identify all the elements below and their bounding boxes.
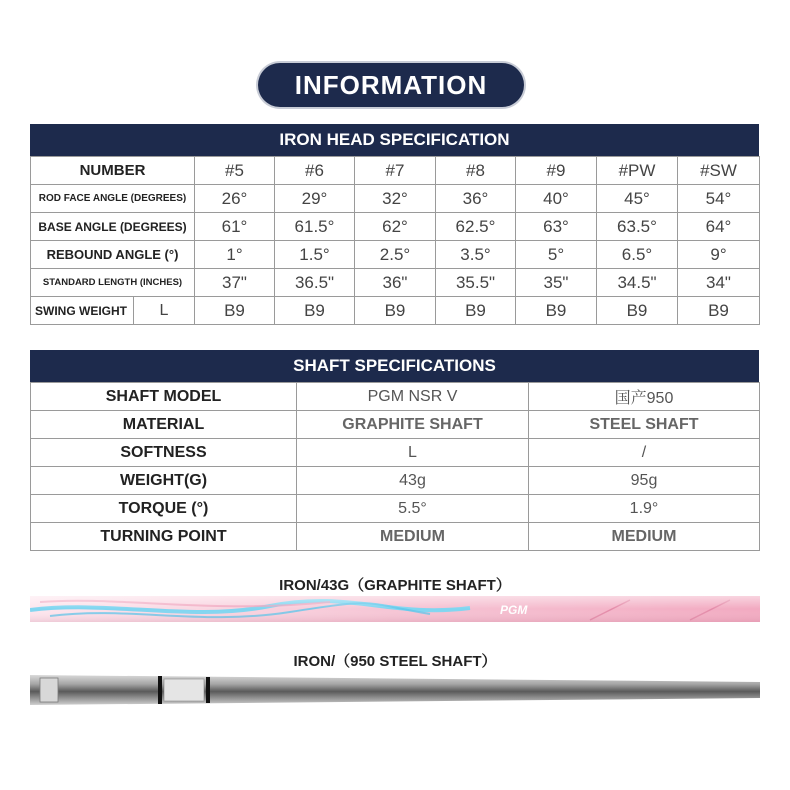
table-cell: 2.5° xyxy=(355,241,436,269)
iron-spec-header xyxy=(30,124,759,156)
table-row xyxy=(31,185,760,213)
iron-spec-title: IRON HEAD SPECIFICATION xyxy=(279,130,510,149)
table-row xyxy=(31,241,760,269)
table-row xyxy=(31,495,760,523)
graphite-shaft-caption: IRON/43G（GRAPHITE SHAFT） xyxy=(279,577,511,594)
iron-spec-table xyxy=(30,156,760,325)
table-cell: 62° xyxy=(355,213,436,241)
table-cell: 95g xyxy=(529,467,760,495)
table-cell: 5.5° xyxy=(297,495,529,523)
table-cell: 36.5" xyxy=(275,269,355,297)
club-number: #6 xyxy=(275,157,355,185)
table-cell: B9 xyxy=(436,297,516,325)
table-cell: B9 xyxy=(678,297,760,325)
table-cell: B9 xyxy=(355,297,436,325)
table-cell: L xyxy=(297,439,529,467)
shaft-spec-title: SHAFT SPECIFICATIONS xyxy=(293,356,496,375)
table-cell: 5° xyxy=(516,241,597,269)
swing-weight-label: SWING WEIGHT xyxy=(31,297,134,324)
table-cell: 62.5° xyxy=(436,213,516,241)
table-cell: 34.5" xyxy=(597,269,678,297)
table-cell: PGM NSR V xyxy=(297,383,529,411)
table-cell: 34" xyxy=(678,269,760,297)
graphite-shaft-image xyxy=(30,592,760,626)
information-title: INFORMATION xyxy=(294,69,488,100)
shaft-spec-table xyxy=(30,382,760,551)
row-label: REBOUND ANGLE (°) xyxy=(31,241,195,269)
table-cell: GRAPHITE SHAFT xyxy=(297,411,529,439)
table-cell: 61° xyxy=(195,213,275,241)
row-label: MATERIAL xyxy=(31,411,297,439)
table-cell: 9° xyxy=(678,241,760,269)
table-cell: B9 xyxy=(597,297,678,325)
row-label: ROD FACE ANGLE (DEGREES) xyxy=(31,185,195,213)
table-cell: 61.5° xyxy=(275,213,355,241)
number-label: NUMBER xyxy=(31,157,195,185)
table-cell: 3.5° xyxy=(436,241,516,269)
club-number: #PW xyxy=(597,157,678,185)
table-cell: 37" xyxy=(195,269,275,297)
table-row xyxy=(31,157,760,185)
club-number: #5 xyxy=(195,157,275,185)
table-cell: 36° xyxy=(436,185,516,213)
table-cell: MEDIUM xyxy=(297,523,529,551)
club-number: #9 xyxy=(516,157,597,185)
table-cell: / xyxy=(529,439,760,467)
row-label: SHAFT MODEL xyxy=(31,383,297,411)
table-cell: 63° xyxy=(516,213,597,241)
table-cell: 40° xyxy=(516,185,597,213)
table-row xyxy=(31,269,760,297)
table-row xyxy=(31,439,760,467)
table-cell: 63.5° xyxy=(597,213,678,241)
row-label: WEIGHT(G) xyxy=(31,467,297,495)
row-label: SOFTNESS xyxy=(31,439,297,467)
table-cell: 45° xyxy=(597,185,678,213)
table-cell: B9 xyxy=(275,297,355,325)
table-row xyxy=(31,411,760,439)
row-label: BASE ANGLE (DEGREES) xyxy=(31,213,195,241)
table-cell: 26° xyxy=(195,185,275,213)
club-number: #8 xyxy=(436,157,516,185)
table-row xyxy=(31,523,760,551)
table-cell: B9 xyxy=(195,297,275,325)
table-cell: 1.9° xyxy=(529,495,760,523)
steel-shaft-image xyxy=(30,672,760,708)
table-cell: 35.5" xyxy=(436,269,516,297)
information-title-pill xyxy=(258,63,524,107)
row-label: TORQUE (°) xyxy=(31,495,297,523)
table-row xyxy=(31,213,760,241)
shaft-spec-header xyxy=(30,350,759,382)
table-cell: 1.5° xyxy=(275,241,355,269)
table-cell: 64° xyxy=(678,213,760,241)
table-cell: 国产950 xyxy=(529,383,760,411)
table-cell: 32° xyxy=(355,185,436,213)
table-cell: 6.5° xyxy=(597,241,678,269)
row-label: STANDARD LENGTH (INCHES) xyxy=(31,269,195,297)
table-row xyxy=(31,297,760,325)
club-number: #SW xyxy=(678,157,760,185)
table-row xyxy=(31,467,760,495)
table-cell: 35" xyxy=(516,269,597,297)
club-number: #7 xyxy=(355,157,436,185)
row-label: TURNING POINT xyxy=(31,523,297,551)
table-cell: 43g xyxy=(297,467,529,495)
steel-shaft-caption: IRON/（950 STEEL SHAFT） xyxy=(293,653,497,670)
swing-weight-cell xyxy=(31,297,195,325)
table-row xyxy=(31,383,760,411)
table-cell: 54° xyxy=(678,185,760,213)
table-cell: B9 xyxy=(516,297,597,325)
table-cell: STEEL SHAFT xyxy=(529,411,760,439)
table-cell: 1° xyxy=(195,241,275,269)
table-cell: 36" xyxy=(355,269,436,297)
table-cell: MEDIUM xyxy=(529,523,760,551)
table-cell: 29° xyxy=(275,185,355,213)
swing-weight-flex: L xyxy=(159,301,169,319)
